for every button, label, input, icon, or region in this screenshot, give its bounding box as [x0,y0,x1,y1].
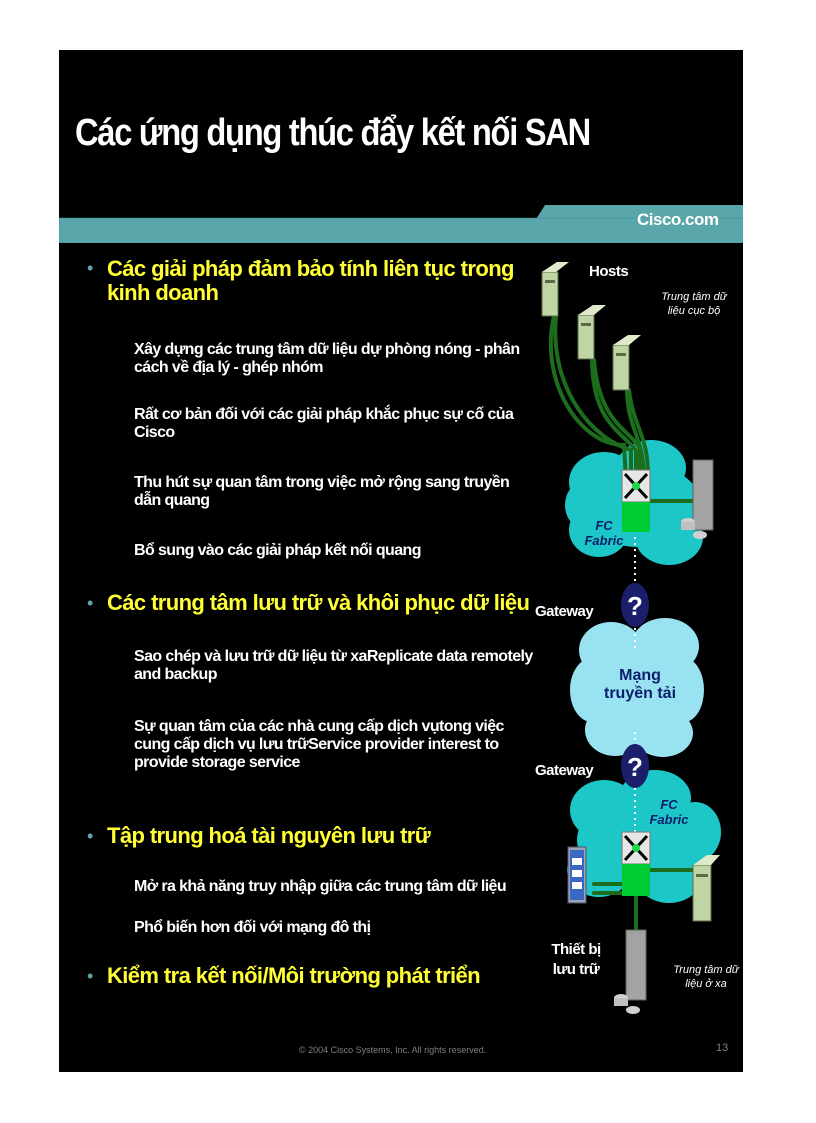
gateway-top-icon [621,583,649,627]
host-server-icon [542,262,569,316]
san-network-diagram [59,50,743,1072]
sub-bullet: Sao chép và lưu trữ dữ liệu từ xaReplicate data remotely and backup [134,648,533,683]
bullet-dot-icon: • [87,966,94,986]
bullet-dot-icon: • [87,826,94,846]
gateway-bottom-icon [621,744,649,788]
host-server-icon [578,305,606,359]
sub-bullet: Xây dựng các trung tâm dữ liệu dự phòng nóng - phân cách về địa lý - ghép nhóm [134,341,520,376]
remote-server-icon [693,855,720,921]
transport-network-label: Mạng truyền tải [604,667,677,702]
gateway-bottom-label: Gateway [535,762,594,779]
fc-switch-icon-top [622,470,650,532]
cisco-brand: Cisco.com [637,210,719,229]
sub-bullet: Phổ biến hơn đối với mạng đô thị [134,919,371,936]
fc-switch-icon-bottom [622,832,650,896]
sub-bullet: Sự quan tâm của các nhà cung cấp dịch vụtong việc cung cấp dịch vụ lưu trữService provider interest to provide storage service [134,718,504,771]
sub-bullet: Rất cơ bản đối với các giải pháp khắc phục sự cố của Cisco [134,406,514,441]
copyright-footer: © 2004 Cisco Systems, Inc. All rights reserved. [299,1045,487,1055]
bullet-testing-development: Kiểm tra kết nối/Môi trường phát triển [107,963,481,988]
bullet-storage-recovery: Các trung tâm lưu trữ và khôi phục dữ liệu [107,590,530,615]
bullet-dot-icon: • [87,593,94,613]
slide [59,50,743,1072]
sub-bullet: Thu hút sự quan tâm trong việc mở rộng sang truyền dẫn quang [134,474,510,509]
fc-fabric-top-label: FC Fabric [584,518,624,548]
svg-text:?: ? [627,591,643,621]
host-server-icon [613,335,641,390]
page-number: 13 [716,1042,729,1054]
slide-title: Các ứng dụng thúc đẩy kết nối SAN [75,112,590,154]
sub-bullet: Mở ra khả năng truy nhập giữa các trung tâm dữ liệu [134,878,507,895]
bullet-dot-icon: • [87,258,94,278]
storage-device-label: Thiết bị lưu trữ [551,941,601,978]
bullet-business-continuity: Các giải pháp đảm bảo tính liên tục trong kinh doanh [107,256,514,305]
remote-datacenter-label: Trung tâm dữ liệu ở xa [673,964,739,990]
svg-text:?: ? [627,752,643,782]
storage-array-icon-bottom [614,930,646,1014]
bullet-storage-consolidation: Tập trung hoá tài nguyên lưu trữ [107,823,431,848]
local-datacenter-label: Trung tâm dữ liệu cục bộ [661,291,727,317]
fc-fabric-bottom-label: FC Fabric [649,797,689,827]
disk-subsystem-icon [568,847,586,903]
sub-bullet: Bổ sung vào các giải pháp kết nối quang [134,542,421,559]
hosts-label: Hosts [589,263,629,280]
gateway-top-label: Gateway [535,603,594,620]
